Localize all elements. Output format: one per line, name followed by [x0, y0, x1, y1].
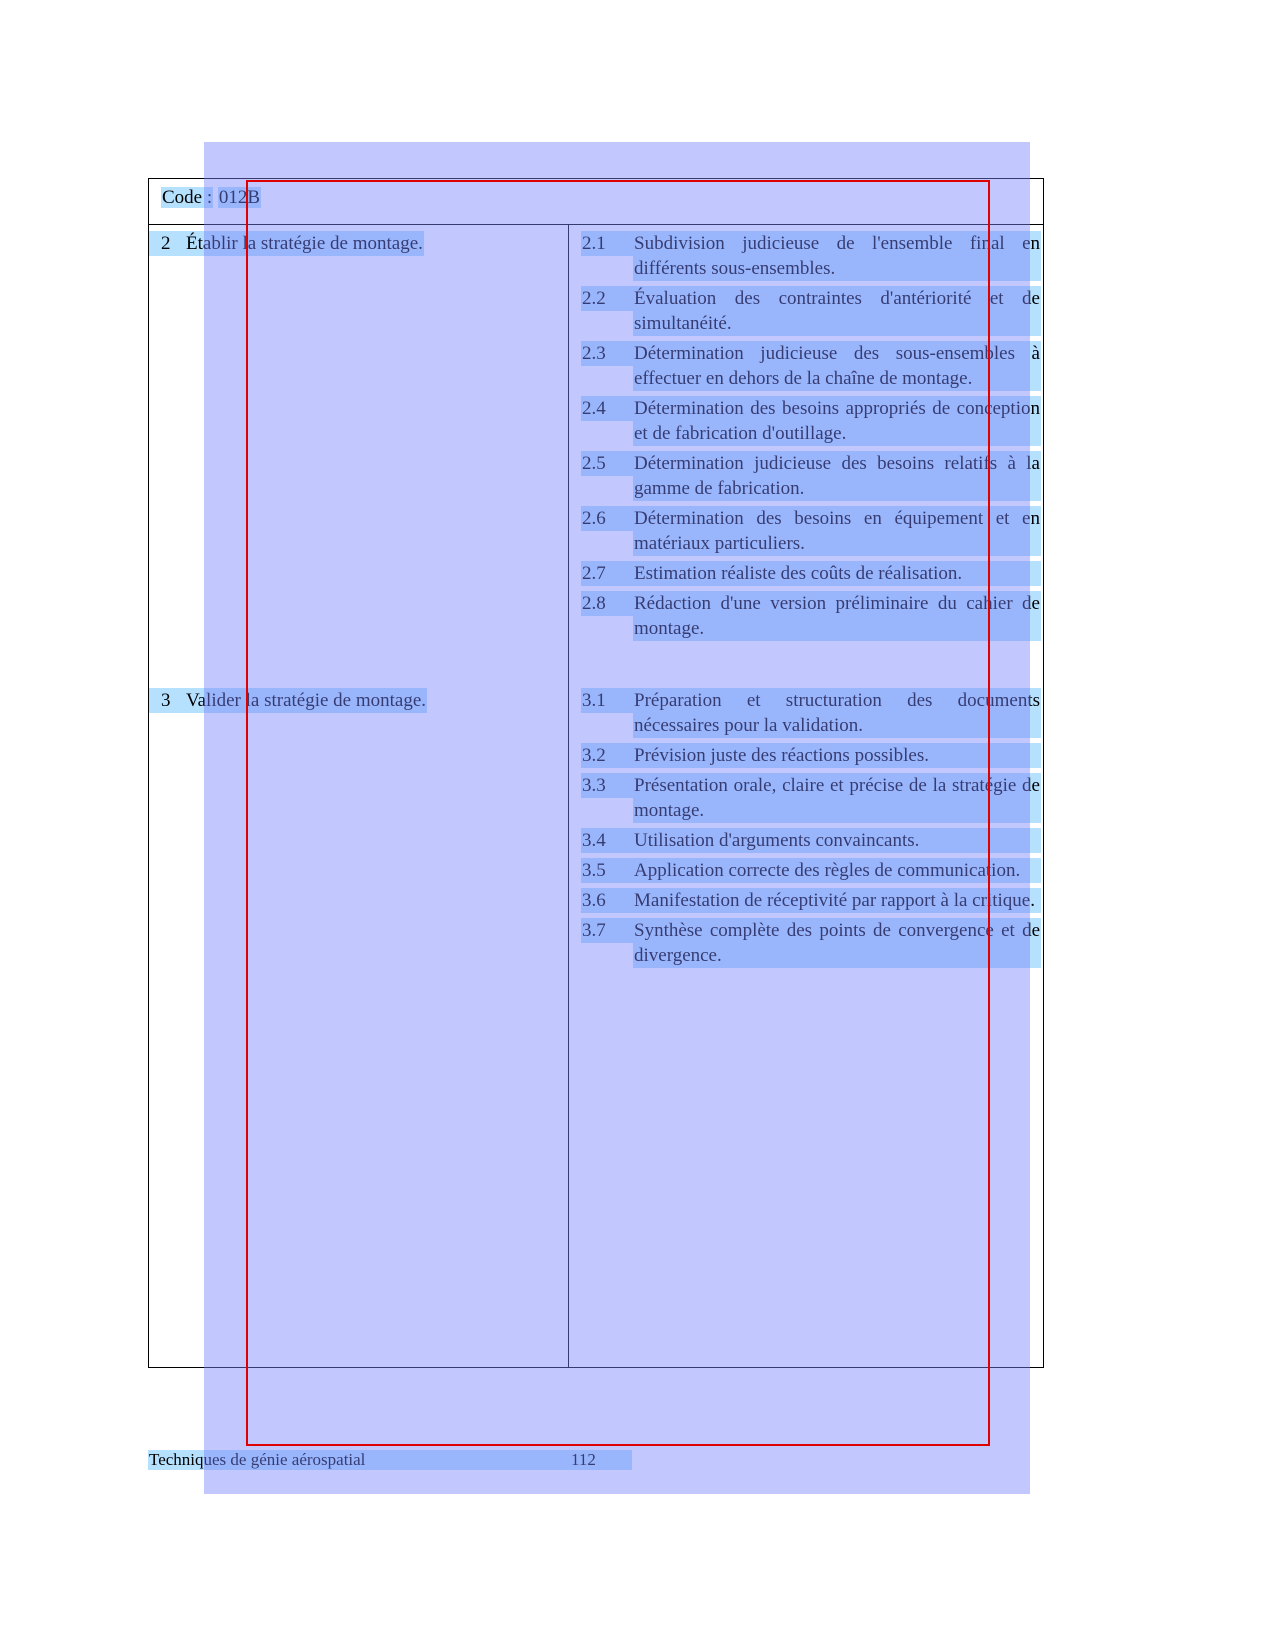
criterion-row: [581, 918, 1041, 968]
criterion-text: Détermination judicieuse des besoins relatifs à la gamme de fabrication.: [634, 453, 1040, 499]
criterion-row: [581, 743, 1041, 768]
criterion-text: Application correcte des règles de communication.: [633, 858, 1041, 883]
criterion-text: Utilisation d'arguments convaincants.: [633, 828, 1041, 853]
criterion-row: [581, 888, 1041, 913]
criterion-row: [581, 231, 1041, 281]
criterion-text: Prévision juste des réactions possibles.: [633, 743, 1041, 768]
competency-number: 3: [149, 688, 185, 713]
criterion-number: 2.2: [581, 286, 633, 311]
criterion-number: 2.8: [581, 591, 633, 616]
criterion-text: Détermination des besoins appropriés de conception et de fabrication d'outillage.: [634, 398, 1040, 444]
criterion-number: 3.3: [581, 773, 633, 798]
criterion-text: Synthèse complète des points de convergence et de divergence.: [634, 920, 1040, 966]
criterion-text: Subdivision judicieuse de l'ensemble final en différents sous-ensembles.: [634, 233, 1040, 279]
criterion-row: [581, 688, 1041, 738]
criterion-row: [581, 828, 1041, 853]
criterion-text: Détermination judicieuse des sous-ensembles à effectuer en dehors de la chaîne de montage.: [634, 343, 1040, 389]
criterion-number: 3.4: [581, 828, 633, 853]
competency-title: Établir la stratégie de montage.: [186, 233, 423, 254]
criteria-list: [581, 688, 1041, 973]
criterion-row: [581, 396, 1041, 446]
footer-program-name: Techniques de génie aérospatial: [148, 1450, 570, 1470]
footer-page-number: 112: [570, 1450, 632, 1470]
criterion-text: Préparation et structuration des documents nécessaires pour la validation.: [634, 690, 1040, 736]
criterion-number: 2.3: [581, 341, 633, 366]
criterion-row: [581, 286, 1041, 336]
criterion-number: 2.5: [581, 451, 633, 476]
criterion-text: Évaluation des contraintes d'antériorité et de simultanéité.: [634, 288, 1040, 334]
competency-body: [149, 225, 1043, 1368]
criterion-row: [581, 858, 1041, 883]
criteria-list: [581, 231, 1041, 646]
competency-block: [149, 688, 1043, 966]
criterion-number: 2.1: [581, 231, 633, 256]
criterion-text: Détermination des besoins en équipement et en matériaux particuliers.: [634, 508, 1040, 554]
code-value: 012B: [218, 187, 261, 208]
criterion-text: Estimation réaliste des coûts de réalisation.: [633, 561, 1041, 586]
page-footer: [148, 1450, 1044, 1470]
competency-number: 2: [149, 231, 185, 256]
criterion-text: Rédaction d'une version préliminaire du cahier de montage.: [634, 593, 1040, 639]
criterion-number: 2.6: [581, 506, 633, 531]
criterion-row: [581, 561, 1041, 586]
criterion-row: [581, 591, 1041, 641]
criterion-number: 2.4: [581, 396, 633, 421]
criterion-row: [581, 451, 1041, 501]
document-page-frame: [148, 178, 1044, 1368]
criterion-text: Présentation orale, claire et précise de la stratégie de montage.: [634, 775, 1040, 821]
code-label: Code :: [162, 187, 213, 208]
code-row: [149, 179, 1043, 225]
criterion-row: [581, 773, 1041, 823]
competency-title: Valider la stratégie de montage.: [186, 690, 427, 711]
criterion-number: 3.1: [581, 688, 633, 713]
code-line: [161, 187, 261, 209]
criterion-number: 3.5: [581, 858, 633, 883]
criterion-number: 2.7: [581, 561, 633, 586]
criterion-number: 3.6: [581, 888, 633, 913]
criterion-number: 3.7: [581, 918, 633, 943]
criterion-row: [581, 506, 1041, 556]
competency-block: [149, 231, 1043, 639]
criterion-row: [581, 341, 1041, 391]
criterion-number: 3.2: [581, 743, 633, 768]
criterion-text: Manifestation de réceptivité par rapport à la critique.: [633, 888, 1041, 913]
